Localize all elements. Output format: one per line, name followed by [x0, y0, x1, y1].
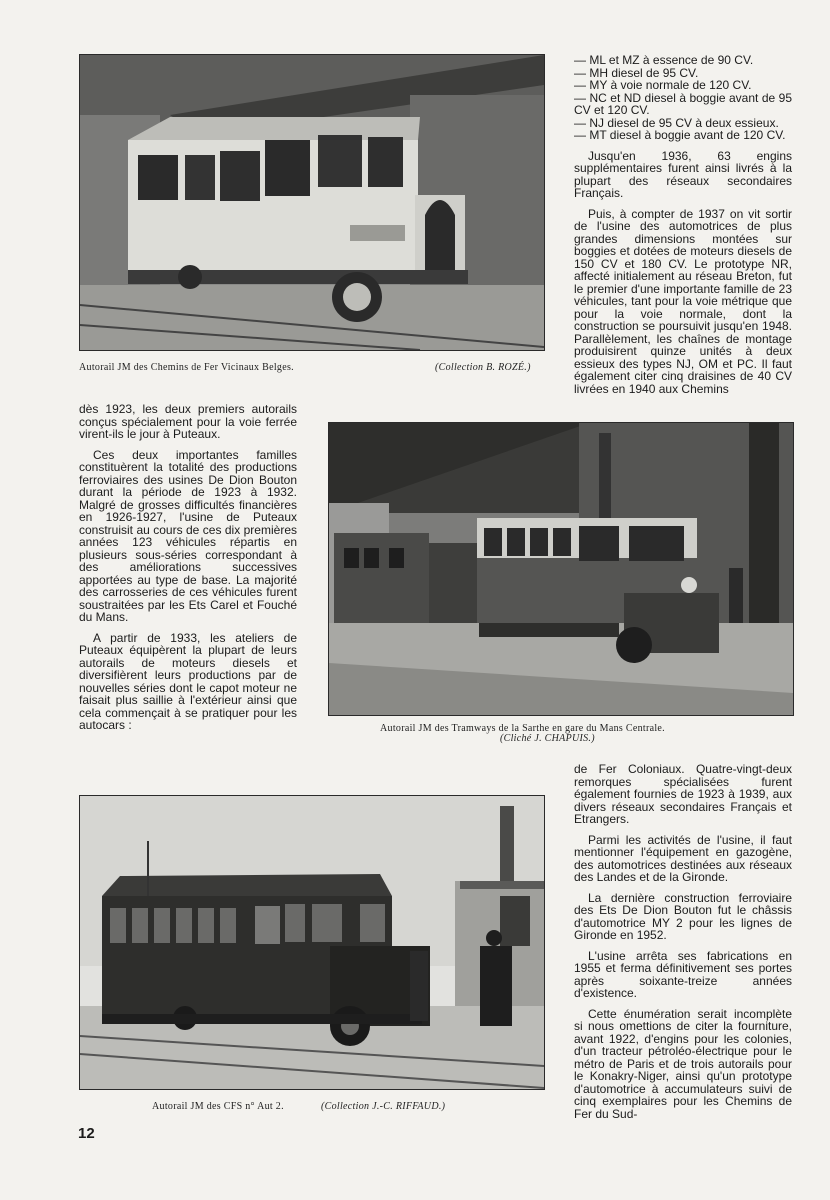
credit-text: (Cliché J. CHAPUIS.): [500, 733, 595, 744]
paragraph: L'usine arrêta ses fabrications en 1955 et ferma définitivement ses portes après soixante-treize années d'existence.: [574, 948, 792, 1000]
photo-credit: [500, 733, 595, 744]
photo-railcar-belgian: [79, 54, 545, 351]
photo-credit: [435, 362, 531, 373]
caption-text: Autorail JM des Tramways de la Sarthe en gare du Mans Centrale.: [380, 723, 665, 734]
photo-railcar-sarthe: [328, 422, 794, 716]
list-item: — NJ diesel de 95 CV à deux essieux.: [574, 115, 779, 130]
caption-text: Autorail JM des CFS n° Aut 2.: [152, 1101, 284, 1112]
paragraph: Puis, à compter de 1937 on vit sortir de l'usine des automotrices de plus grandes dimensions montées sur boggies et dotées de moteurs diesels de 150 CV et 180 CV. Le prototype NR, affecté initialement au réseau Breton, fut le premier d'une importante famille de 23 véhicules, tant pour la voie métrique que pour la voie normale, dont la construction se poursuivit jusqu'en 1948. Parallèlement, les chaînes de montage produisirent quinze unités à deux essieux des types NJ, OM et PC. Il faut également citer cinq draisines de 40 CV livrées en 1940 aux Chemins: [574, 206, 792, 396]
credit-text: (Collection B. ROZÉ.): [435, 362, 531, 373]
paragraph: dès 1923, les deux premiers autorails conçus spécialement pour la voie ferrée virent-ils le jour à Puteaux.: [79, 402, 297, 441]
paragraph: Parmi les activités de l'usine, il faut mentionner l'équipement en gazogène, des automotrices destinées aux réseaux des Landes et de la Gironde.: [574, 832, 792, 884]
paragraph: Cette énumération serait incomplète si nous omettions de citer la fourniture, avant 1922, d'engins pour les colonies, d'un tracteur pétroléo-électrique pour le métro de Paris et de trois autorails pour le Konakry-Niger, ainsi qu'un prototype d'automotrice à accumulateurs suivi de cinq exemplaires pour les Chemins de Fer du Sud-: [574, 1006, 792, 1121]
list-item: — ML et MZ à essence de 90 CV.: [574, 53, 754, 67]
page-number: 12: [78, 1125, 95, 1142]
photo-caption: [152, 1101, 284, 1112]
paragraph: A partir de 1933, les ateliers de Puteaux équipèrent la plupart de leurs autorails de moteurs diesels et diversifièrent leurs productions par de nouvelles séries dont le capot moteur ne faisait plus saillie à l'extérieur ainsi que cela commençait à se pratiquer pour les autocars :: [79, 630, 297, 732]
caption-text: Autorail JM des Chemins de Fer Vicinaux Belges.: [79, 362, 294, 373]
photo-credit: [321, 1101, 445, 1112]
credit-text: (Collection J.-C. RIFFAUD.): [321, 1101, 446, 1112]
list-item: — MH diesel de 95 CV.: [574, 65, 699, 80]
list-item: — MY à voie normale de 120 CV.: [574, 78, 752, 92]
text-column-left-middle: [79, 403, 297, 740]
paragraph: de Fer Coloniaux. Quatre-vingt-deux remorques spécialisées furent également fournies de 1923 à 1939, aux divers réseaux secondaires Français et Etrangers.: [574, 762, 792, 826]
paragraph: Jusqu'en 1936, 63 engins supplémentaires furent ainsi livrés à la plupart des réseaux secondaires Français.: [574, 148, 792, 200]
photo-caption: [79, 362, 294, 373]
text-column-right-top: [574, 54, 792, 403]
paragraph: La dernière construction ferroviaire des Ets De Dion Bouton fut le châssis d'automotrice MY 2 pour les lignes de Gironde en 1952.: [574, 890, 792, 942]
list-item: — NC et ND diesel à boggie avant de 95 CV et 120 CV.: [574, 90, 792, 117]
text-column-right-bottom: [574, 763, 792, 1128]
paragraph: Ces deux importantes familles constituèrent la totalité des productions ferroviaires des usines De Dion Bouton durant la période de 1923 à 1932. Malgré de grosses difficultés financières en 1926-1927, l'usine de Puteaux construisit au cours de ces dix premières années 123 véhicules répartis en plusieurs sous-séries correspondant à des améliorations successives apportées au type de base. La majorité des carrosseries de ces véhicules furent soustraitées par les Ets Carel et Fouché du Mans.: [79, 447, 297, 624]
list-item: — MT diesel à boggie avant de 120 CV.: [574, 128, 786, 142]
photo-railcar-cfs: [79, 795, 545, 1090]
